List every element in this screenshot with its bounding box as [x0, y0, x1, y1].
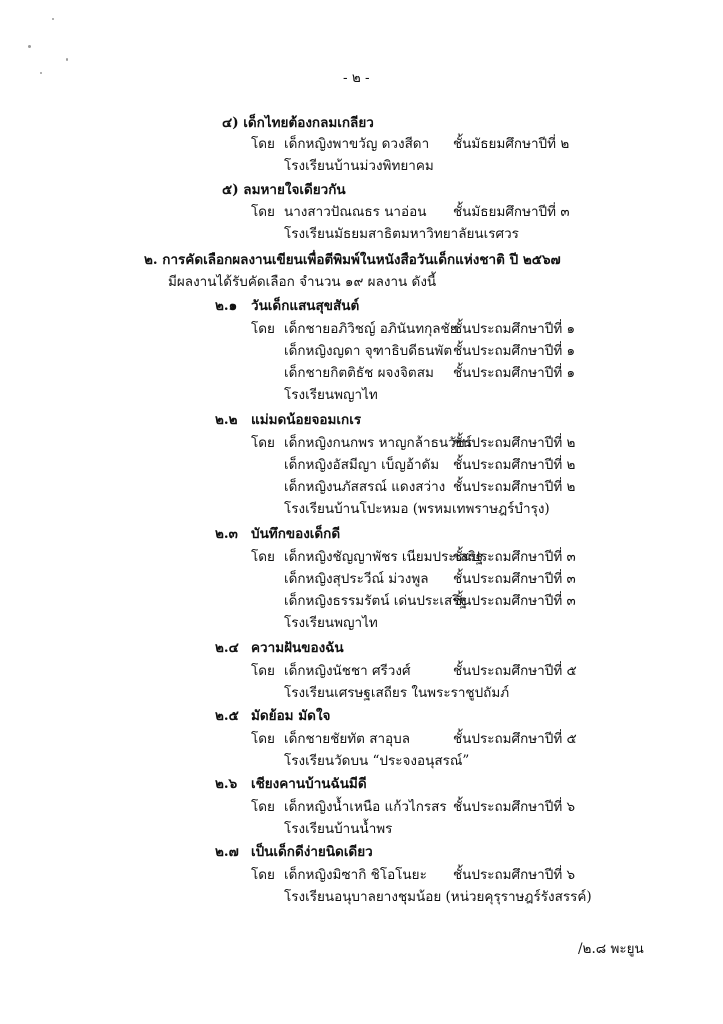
school-name: โรงเรียนพญาไท — [284, 615, 378, 631]
entry-number: ๒.๓ — [215, 526, 238, 542]
scan-speck — [40, 72, 42, 74]
scan-speck — [52, 18, 54, 20]
author-name: เด็กหญิงนัชชา ศรีวงศ์ — [284, 663, 411, 679]
entry-by: โดย — [251, 136, 275, 152]
author-name: เด็กชายอภิวิชญ์ อภินันทกุลชัย — [284, 321, 458, 337]
entry-by: โดย — [251, 799, 275, 815]
author-name: เด็กหญิงสุประวีณ์ ม่วงพูล — [284, 571, 429, 587]
entry-title: บันทึกของเด็กดี — [251, 526, 341, 542]
author-grade: ชั้นประถมศึกษาปีที่ ๕ — [453, 731, 577, 747]
section-intro: มีผลงานได้รับคัดเลือก จำนวน ๑๙ ผลงาน ดังนี้ — [168, 274, 437, 290]
entry-number: ๒.๕ — [215, 708, 239, 724]
entry-title: ๕) ลมหายใจเดียวกัน — [222, 182, 346, 198]
author-name: เด็กหญิงญดา จุฑาธิบดีธนพัต — [284, 343, 453, 359]
author-grade: ชั้นมัธยมศึกษาปีที่ ๓ — [453, 204, 570, 220]
school-name: โรงเรียนวัดบน “ประจงอนุสรณ์” — [284, 753, 470, 769]
author-grade: ชั้นมัธยมศึกษาปีที่ ๒ — [453, 136, 570, 152]
entry-by: โดย — [251, 204, 275, 220]
author-name: เด็กหญิงกนกพร หาญกล้าธนวัชร์ — [284, 435, 473, 451]
entry-number: ๒.๗ — [215, 844, 239, 860]
entry-title: ๔) เด็กไทยต้องกลมเกลียว — [222, 115, 374, 131]
entry-by: โดย — [251, 435, 275, 451]
author-grade: ชั้นประถมศึกษาปีที่ ๒ — [453, 479, 576, 495]
author-grade: ชั้นประถมศึกษาปีที่ ๖ — [453, 799, 576, 815]
author-grade: ชั้นประถมศึกษาปีที่ ๓ — [453, 549, 576, 565]
school-name: โรงเรียนบ้านม่วงพิทยาคม — [284, 158, 434, 174]
author-name: เด็กหญิงน้ำเหนือ แก้วไกรสร — [284, 799, 447, 815]
author-name: เด็กหญิงอัสมีญา เบ็ญอ้าดัม — [284, 457, 440, 473]
entry-title: มัดย้อม มัดใจ — [251, 708, 331, 724]
entry-title: ความฝันของฉัน — [251, 640, 344, 656]
school-name: โรงเรียนพญาไท — [284, 387, 378, 403]
entry-title: เป็นเด็กดีง่ายนิดเดียว — [251, 844, 373, 860]
author-grade: ชั้นประถมศึกษาปีที่ ๒ — [453, 457, 576, 473]
section-heading: ๒. การคัดเลือกผลงานเขียนเพื่อตีพิมพ์ในหนังสือวันเด็กแห่งชาติ ปี ๒๕๖๗ — [144, 252, 561, 268]
scan-speck — [66, 58, 68, 61]
author-name: นางสาวปัณณธร นาอ่อน — [284, 204, 427, 220]
entry-by: โดย — [251, 663, 275, 679]
entry-by: โดย — [251, 867, 275, 883]
school-name: โรงเรียนมัธยมสาธิตมหาวิทยาลัยนเรศวร — [284, 226, 519, 242]
author-name: เด็กหญิงธรรมรัตน์ เด่นประเสริฐ — [284, 593, 467, 609]
author-name: เด็กชายกิตติธัช ผจงจิตสม — [284, 365, 434, 381]
school-name: โรงเรียนบ้านน้ำพร — [284, 821, 393, 837]
school-name: โรงเรียนเศรษฐเสถียร ในพระราชูปถัมภ์ — [284, 685, 510, 701]
entry-number: ๒.๔ — [215, 640, 239, 656]
school-name: โรงเรียนอนุบาลยางชุมน้อย (หน่วยคุรุราษฎร์รังสรรค์) — [284, 889, 592, 905]
entry-title: แม่มดน้อยจอมเกเร — [251, 412, 362, 428]
continuation-marker: /๒.๘ พะยูน — [578, 941, 644, 957]
entry-number: ๒.๖ — [215, 776, 238, 792]
author-name: เด็กหญิงมิซากิ ชิโอโนยะ — [284, 867, 427, 883]
author-grade: ชั้นประถมศึกษาปีที่ ๕ — [453, 663, 577, 679]
author-name: เด็กชายชัยทัต สาอุบล — [284, 731, 411, 747]
author-grade: ชั้นประถมศึกษาปีที่ ๓ — [453, 593, 576, 609]
school-name: โรงเรียนบ้านโปะหมอ (พรหมเทพราษฎร์บำรุง) — [284, 501, 550, 517]
author-grade: ชั้นประถมศึกษาปีที่ ๑ — [453, 343, 576, 359]
entry-number: ๒.๑ — [215, 298, 238, 314]
entry-by: โดย — [251, 321, 275, 337]
scan-speck — [28, 45, 31, 48]
author-grade: ชั้นประถมศึกษาปีที่ ๑ — [453, 321, 576, 337]
author-grade: ชั้นประถมศึกษาปีที่ ๑ — [453, 365, 576, 381]
author-name: เด็กหญิงพาขวัญ ดวงสีดา — [284, 136, 430, 152]
author-grade: ชั้นประถมศึกษาปีที่ ๓ — [453, 571, 576, 587]
entry-title: เชียงคานบ้านฉันมีดี — [251, 776, 367, 792]
author-name: เด็กหญิงนภัสสรณ์ แดงสว่าง — [284, 479, 446, 495]
entry-number: ๒.๒ — [215, 412, 238, 428]
author-name: เด็กหญิงชัญญาพัชร เนียมประเสริฐ — [284, 549, 484, 565]
entry-by: โดย — [251, 549, 275, 565]
page-number: - ๒ - — [343, 70, 370, 86]
author-grade: ชั้นประถมศึกษาปีที่ ๒ — [453, 435, 576, 451]
author-grade: ชั้นประถมศึกษาปีที่ ๖ — [453, 867, 576, 883]
entry-title: วันเด็กแสนสุขสันต์ — [251, 298, 360, 314]
entry-by: โดย — [251, 731, 275, 747]
